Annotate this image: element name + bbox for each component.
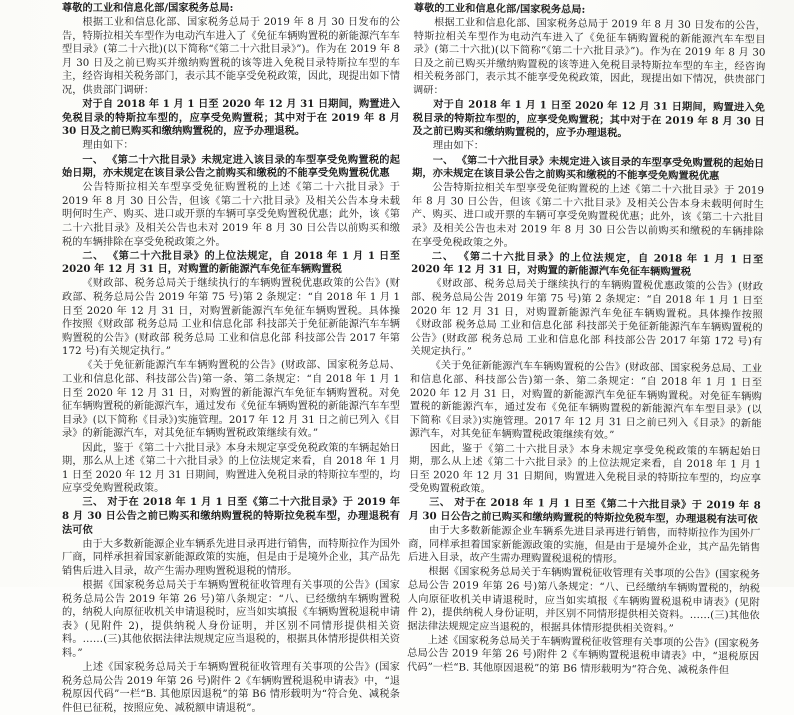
body-paragraph: 《关于免征新能源汽车车辆购置税的公告》(财政部、国家税务总局、工业和信息化部、科技部公告)第一条、第二条规定：“自 2018 年 1 月 1 日至 2020 年 12 月 31 日，对购置的新能源汽车免征车辆购置税。对免征车辆购置税的新能源汽车，通过发布《免征车辆购置税的新能源汽车车型目录》(以下简称《目录》)实施管理。2017 年 12 月 31 日之前已列入《目录》的新能源汽车，对其免征车辆购置税政策继续有效。” (409, 360, 763, 442)
body-paragraph: 《财政部、税务总局关于继续执行的车辆购置税优惠政策的公告》(财政部、税务总局公告 2019 年第 75 号)第 2 条规定：“自 2018 年 1 月 1 日至 2020 年 12 月 31 日，对购置新能源汽车免征车辆购置税。具体操作按照《财政部 税务总局 工业和信息化部 科技部关于免征新能源汽车车辆购置税的公告》(财政部 税务总局 工业和信息化部 科技部公告 2017 年第 172 号)有关规定执行。” (410, 278, 764, 358)
body-paragraph: 上述《国家税务总局关于车辆购置税征收管理有关事项的公告》(国家税务总局公告 2019 年第 26 号)附件 2《车辆购置税退税申请表》中，“退税原因代码”一栏“B. 其他原因退税”的第 B6 情形载明为“符合免、减税条件但已征税，按照应免、减税额申请退税”。 (62, 662, 400, 714)
body-paragraph: 《财政部、税务总局关于继续执行的车辆购置税优惠政策的公告》(财政部、税务总局公告 2019 年第 75 号)第 2 条规定：“自 2018 年 1 月 1 日至 2020 年 12 月 31 日，对购置新能源汽车免征车辆购置税。具体操作按照《财政部 税务总局 工业和信息化部 科技部关于免征新能源汽车车辆购置税的公告》(财政部 税务总局 工业和信息化部 科技部公告 2017 年第 172 号)有关规定执行。” (62, 278, 400, 358)
heading-paragraph: 三、 对于在 2018 年 1 月 1 日至《第二十六批目录》于 2019 年 8 月 30 日公告之前已购买和缴纳购置税的特斯拉免税车型，办理退税有法可依 (408, 496, 761, 526)
document-page-right (406, 2, 766, 677)
body-paragraph: 上述《国家税务总局关于车辆购置税征收管理有关事项的公告》(国家税务总局公告 2019 年第 26 号)附件 2《车辆购置税退税申请表》中，“退税原因代码”一栏“B. 其他原因退税”的第 B6 情形载明为“符合免、减税条件但 (406, 634, 760, 677)
body-paragraph: 由于大多数新能源企业车辆系先进目录再进行销售，而特斯拉作为国外厂商，同样承担着国家新能源政策的实施，但是由于是境外企业，其产品先销售后进入目录，故产生需办理购置税退税的情形。 (62, 538, 400, 577)
heading-paragraph: 对于自 2018 年 1 月 1 日至 2020 年 12 月 31 日期间，购置进入免税目录的特斯拉车型的，应享受免购置税；其中对于在 2019 年 8 月 30 日及之前已购买和缴纳购置税的，应予办理退税。 (412, 98, 765, 140)
body-paragraph: 根据《国家税务总局关于车辆购置税征收管理有关事项的公告》(国家税务总局公告 2019 年第 26 号)第八条规定：“八、已经缴纳车辆购置税的，纳税人向原征收机关申请退税时，应当如实填报《车辆购置税退税申请表》(见附件 2)，提供纳税人身份证明，并区别不同情形提供相关资料。……(三)其他依据法律法规规定应当退税的，根据具体情形提供相关资料。” (62, 579, 400, 659)
body-paragraph: 公告特斯拉相关车型享受免征购置税的上述《第二十六批目录》于 2019 年 8 月 30 日公告，但该《第二十六批目录》及相关公告本身未载明何时生产、购买、进口或开票的车辆可享受免购置税优惠；此外，该《第二十六批目录》及相关公告也未对 2019 年 8 月 30 日公告以前购买和缴税的车辆排除在享受免税政策之外。 (62, 182, 400, 248)
heading-paragraph: 尊敬的工业和信息化部/国家税务总局: (62, 2, 234, 14)
body-paragraph: 理由如下： (82, 140, 134, 152)
heading-paragraph: 二、 《第二十六批目录》的上位法规定，自 2018 年 1 月 1 日至 2020 年 12 月 31 日，对购置的新能源汽车免征车辆购置税 (62, 249, 400, 276)
heading-paragraph: 对于自 2018 年 1 月 1 日至 2020 年 12 月 31 日期间，购置进入免税目录的特斯拉车型的，应享受免购置税；其中对于在 2019 年 8 月 30 日及之前已购买和缴纳购置税的，应予办理退税。 (62, 98, 400, 138)
body-paragraph: 由于大多数新能源企业车辆系先进目录再进行销售，而特斯拉作为国外厂商，同样承担着国家新能源政策的实施，但是由于是境外企业，其产品先销售后进入目录，故产生需办理购置税退税的情形。 (408, 525, 761, 566)
body-paragraph: 理由如下： (432, 140, 485, 153)
body-paragraph: 因此，鉴于《第二十六批目录》本身未规定享受免税政策的车辆起始日期，那么从上述《第二十六批目录》的上位法规定来看，自 2018 年 1 月 1 日至 2020 年 12 月 31 日期间，购置进入免税目录的特斯拉车型的，均应享受免购置税政策。 (408, 442, 762, 496)
heading-paragraph: 二、 《第二十六批目录》的上位法规定，自 2018 年 1 月 1 日至 2020 年 12 月 31 日，对购置的新能源汽车免征车辆购置税 (411, 249, 764, 279)
heading-paragraph: 一、 《第二十六批目录》未规定进入该目录的车型享受免购置税的起始日期，亦未规定在该目录公告之前购买和缴税的不能享受免购置税优惠 (62, 153, 400, 180)
body-paragraph: 根据工业和信息化部、国家税务总局于 2019 年 8 月 30 日发布的公告，特斯拉相关车型作为电动汽车进入了《免征车辆购置税的新能源汽车车型目录》(第二十六批)(以下简称“《第二十六批目录》”)。作为在 2019 年 8 月 30 日及之前已购买并缴纳购置税的该等进入免税目录特斯拉车型的车主，经咨询相关税务部门，表示其不能享受免税政策，因此，现提出如下情况，供贵部门调研： (62, 17, 400, 97)
document-page-left (62, 2, 400, 714)
body-paragraph: 根据《国家税务总局关于车辆购置税征收管理有关事项的公告》(国家税务总局公告 2019 年第 26 号)第八条规定：“八、已经缴纳车辆购置税的，纳税人向原征收机关申请退税时，应当如实填报《车辆购置税退税申请表》(见附件 2)，提供纳税人身份证明，并区别不同情形提供相关资料。……(三)其他依据法律法规规定应当退税的，根据具体情形提供相关资料。” (407, 566, 761, 635)
body-paragraph: 公告特斯拉相关车型享受免征购置税的上述《第二十六批目录》于 2019 年 8 月 30 日公告，但该《第二十六批目录》及相关公告本身未载明何时生产、购买、进口或开票的车辆可享受免购置税优惠；此外，该《第二十六批目录》及相关公告也未对 2019 年 8 月 30 日公告以前购买和缴税的车辆排除在享受免税政策之外。 (411, 182, 765, 249)
body-paragraph: 《关于免征新能源汽车车辆购置税的公告》(财政部、国家税务总局、工业和信息化部、科技部公告)第一条、第二条规定：“自 2018 年 1 月 1 日至 2020 年 12 月 31 日，对购置的新能源汽车免征车辆购置税。对免征车辆购置税的新能源汽车，通过发布《免征车辆购置税的新能源汽车车型目录》(以下简称《目录》)实施管理。2017 年 12 月 31 日之前已列入《目录》的新能源汽车，对其免征车辆购置税政策继续有效。” (62, 360, 400, 440)
heading-paragraph: 一、 《第二十六批目录》未规定进入该目录的车型享受免购置税的起始日期，亦未规定在该目录公告之前购买和缴税的不能享受免购置税优惠 (412, 153, 765, 183)
body-paragraph: 根据工业和信息化部、国家税务总局于 2019 年 8 月 30 日发布的公告，特斯拉相关车型作为电动汽车进入了《免征车辆购置税的新能源汽车车型目录》(第二十六批)(以下简称“《第二十六批目录》”)。作为在 2019 年 8 月 30 日及之前已购买并缴纳购置税的该等进入免税目录特斯拉车型的车主，经咨询相关税务部门，表示其不能享受免税政策，因此，现提出如下情况，供贵部门调研： (413, 17, 766, 97)
body-paragraph: 因此，鉴于《第二十六批目录》本身未规定享受免税政策的车辆起始日期，那么从上述《第二十六批目录》的上位法规定来看，自 2018 年 1 月 1 日至 2020 年 12 月 31 日期间，购置进入免税目录的特斯拉车型的，均应享受免购置税政策。 (62, 442, 400, 495)
heading-paragraph: 三、 对于在 2018 年 1 月 1 日至《第二十六批目录》于 2019 年 8 月 30 日公告之前已购买和缴纳购置税的特斯拉免税车型，办理退税有法可依 (62, 496, 400, 536)
heading-paragraph: 尊敬的工业和信息化部/国家税务总局: (413, 2, 586, 16)
